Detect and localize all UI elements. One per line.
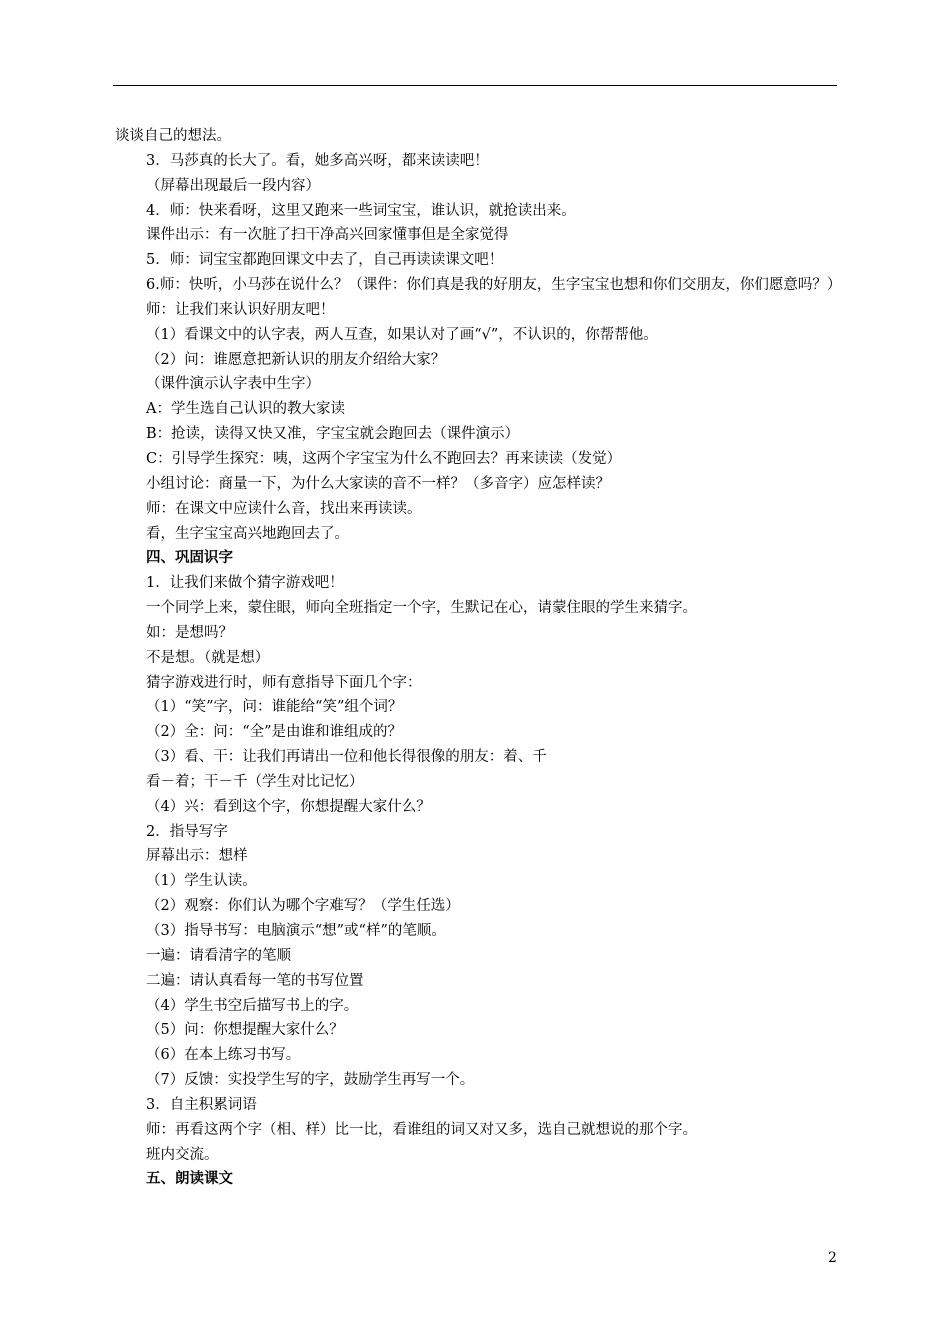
paragraph-line: 看，生字宝宝高兴地跑回去了。	[146, 525, 349, 542]
paragraph-line: 一个同学上来，蒙住眼，师向全班指定一个字，生默记在心，请蒙住眼的学生来猜字。	[146, 600, 697, 617]
paragraph-line: C：引导学生探究：咦，这两个字宝宝为什么不跑回去？再来读读（发觉）	[146, 450, 622, 467]
paragraph-line: 2．指导写字	[146, 823, 228, 840]
paragraph-line: 不是想。（就是想）	[146, 649, 270, 666]
paragraph-line: 一遍：请看清字的笔顺	[146, 947, 291, 964]
header-rule	[113, 85, 837, 86]
paragraph-line: 谈谈自己的想法。	[115, 128, 231, 144]
paragraph-line: A：学生选自己认识的教大家读	[146, 401, 345, 418]
paragraph-line: 班内交流。	[146, 1146, 219, 1163]
paragraph-line: 课件出示：有一次脏了扫干净高兴回家懂事但是全家觉得	[146, 227, 509, 244]
paragraph-line: （屏幕出现最后一段内容）	[146, 177, 320, 194]
paragraph-line: 屏幕出示：想样	[146, 848, 248, 865]
paragraph-line: B：抢读，读得又快又准，字宝宝就会跑回去（课件演示）	[146, 426, 520, 443]
paragraph-line: 二遍：请认真看每一笔的书写位置	[146, 972, 364, 989]
paragraph-line: （课件演示认字表中生字）	[146, 376, 320, 393]
paragraph-line: 5．师：词宝宝都跑回课文中去了，自己再读读课文吧！	[146, 252, 504, 269]
paragraph-line: （2）问：谁愿意把新认识的朋友介绍给大家？	[146, 351, 446, 368]
paragraph-line: 4．师：快来看呀，这里又跑来一些词宝宝，谁认识，就抢读出来。	[146, 202, 576, 219]
paragraph-line: 3．马莎真的长大了。看，她多高兴呀，都来读读吧！	[146, 152, 489, 169]
section-heading: 四、巩固识字	[146, 549, 233, 567]
paragraph-line: 如：是想吗？	[146, 624, 233, 641]
document-body	[115, 124, 842, 1192]
paragraph-line: （2）观察：你们认为哪个字难写？（学生任选）	[146, 898, 460, 915]
paragraph-line: （5）问：你想提醒大家什么？	[146, 1022, 344, 1039]
paragraph-line: 师：在课文中应读什么音，找出来再读读。	[146, 500, 422, 517]
paragraph-line: （4）兴：看到这个字，你想提醒大家什么？	[146, 798, 431, 815]
paragraph-line: （2）全：问：“全”是由谁和谁组成的？	[146, 724, 403, 741]
paragraph-line: 小组讨论：商量一下，为什么大家读的音不一样？（多音字）应怎样读？	[146, 475, 610, 492]
paragraph-line: （7）反馈：实投学生写的字，鼓励学生再写一个。	[146, 1072, 475, 1089]
paragraph-line: 看－着；干－千（学生对比记忆）	[146, 773, 364, 790]
paragraph-line: 1．让我们来做个猜字游戏吧！	[146, 575, 344, 592]
paragraph-line: （1）“笑”字，问：谁能给“笑”组个词？	[146, 699, 403, 716]
paragraph-line: 师：再看这两个字（相、样）比一比，看谁组的词又对又多，选自己就想说的那个字。	[146, 1121, 697, 1138]
paragraph-line: （4）学生书空后描写书上的字。	[146, 997, 359, 1014]
paragraph-line: （1）看课文中的认字表，两人互查，如果认对了画“√”，不认识的，你帮帮他。	[146, 326, 658, 343]
paragraph-line: （3）指导书写：电脑演示“想”或“样”的笔顺。	[146, 923, 446, 939]
paragraph-line: 6.师：快听，小马莎在说什么？（课件：你们真是我的好朋友，生字宝宝也想和你们交朋友，你们愿意吗？）	[146, 277, 842, 294]
paragraph-line: 猜字游戏进行时，师有意指导下面几个字：	[146, 674, 422, 691]
paragraph-line: 师：让我们来认识好朋友吧！	[146, 301, 335, 318]
section-heading: 五、朗读课文	[146, 1170, 233, 1188]
paragraph-line: （6）在本上练习书写。	[146, 1047, 301, 1064]
paragraph-line: （1）学生认读。	[146, 873, 257, 890]
paragraph-line: （3）看、干：让我们再请出一位和他长得很像的朋友：着、千	[146, 749, 547, 766]
paragraph-line: 3．自主积累词语	[146, 1096, 257, 1113]
page-number: 2	[828, 1250, 837, 1266]
